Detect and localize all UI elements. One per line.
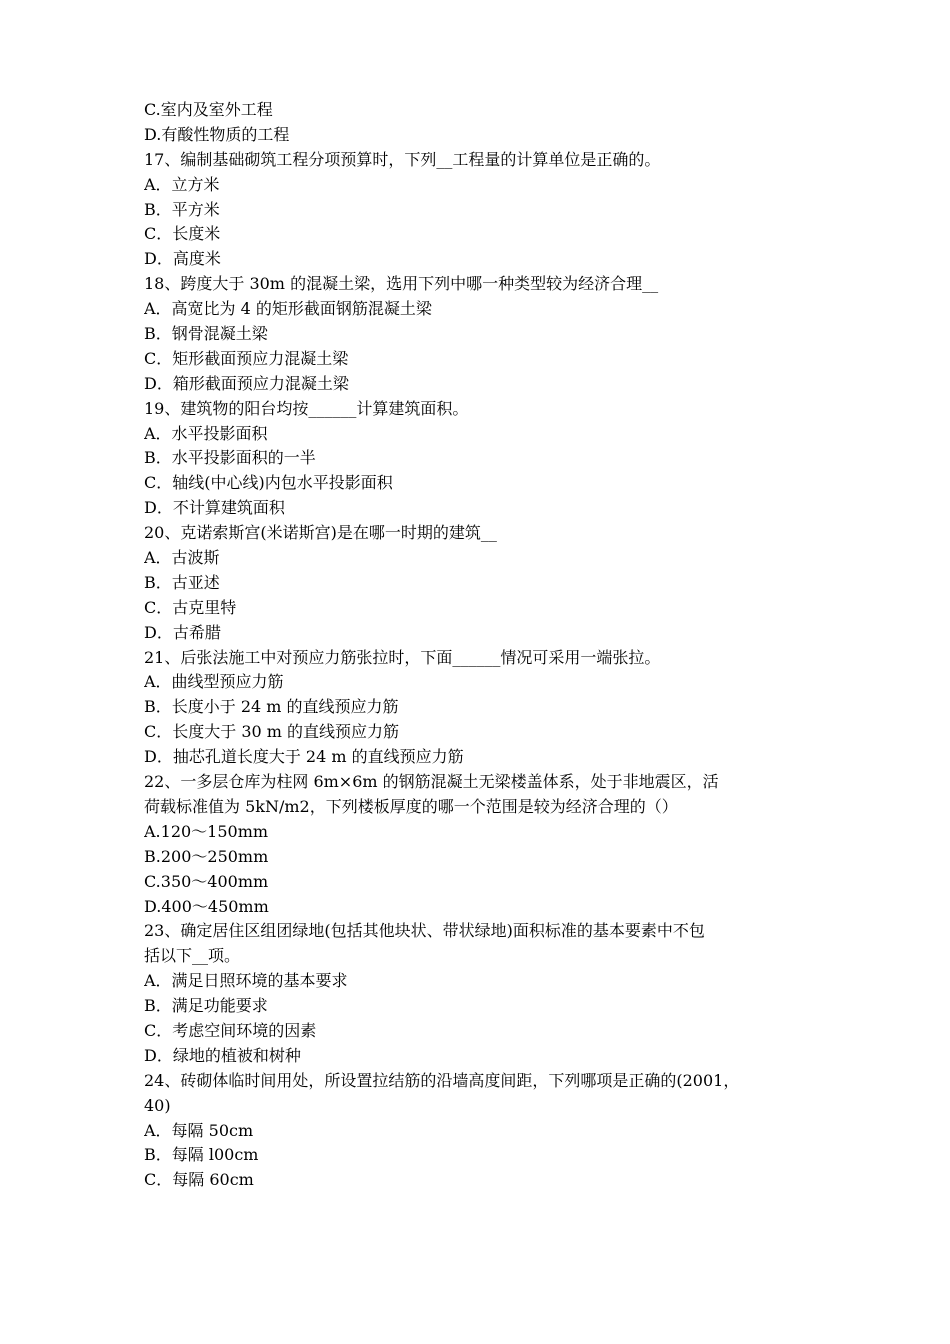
text-line: A.120～150mm: [144, 821, 269, 841]
text-line: D．不计算建筑面积: [144, 498, 285, 518]
text-line: B．长度小于 24 m 的直线预应力筋: [144, 697, 399, 717]
text-line: B．古亚述: [144, 572, 220, 592]
text-line: A．水平投影面积: [144, 423, 268, 443]
text-line: D.400～450mm: [144, 896, 269, 916]
text-line: 23、确定居住区组团绿地(包括其他块状、带状绿地)面积标准的基本要素中不包: [144, 921, 705, 941]
text-line: C.室内及室外工程: [144, 100, 273, 119]
text-line: A．立方米: [144, 174, 220, 194]
text-line: B．每隔 l00cm: [144, 1145, 259, 1165]
text-line: D.有酸性物质的工程: [144, 124, 290, 144]
text-line: 22、一多层仓库为柱网 6m×6m 的钢筋混凝土无梁楼盖体系，处于非地震区，活: [144, 772, 719, 792]
text-line: C．矩形截面预应力混凝土梁: [144, 348, 349, 368]
text-line: C．长度大于 30 m 的直线预应力筋: [144, 722, 400, 742]
text-line: B.200～250mm: [144, 846, 269, 866]
text-line: A．满足日照环境的基本要求: [144, 971, 348, 991]
text-line: A．每隔 50cm: [144, 1120, 254, 1140]
text-line: D．抽芯孔道长度大于 24 m 的直线预应力筋: [144, 747, 464, 767]
text-line: A．高宽比为 4 的矩形截面钢筋混凝土梁: [144, 299, 432, 319]
text-line: 40): [144, 1095, 171, 1115]
text-line: 17、编制基础砌筑工程分项预算时，下列__工程量的计算单位是正确的。: [144, 149, 661, 169]
text-line: D．高度米: [144, 249, 221, 269]
text-line: D．箱形截面预应力混凝土梁: [144, 373, 349, 393]
text-line: C．每隔 60cm: [144, 1170, 254, 1190]
text-line: 21、后张法施工中对预应力筋张拉时，下面______情况可采用一端张拉。: [144, 647, 661, 667]
text-line: B．满足功能要求: [144, 996, 268, 1016]
text-line: B．平方米: [144, 199, 220, 219]
text-line: C．长度米: [144, 224, 221, 244]
text-line: 24、砖砌体临时间用处，所设置拉结筋的沿墙高度间距，下列哪项是正确的(2001，: [144, 1070, 740, 1090]
text-line: A．古波斯: [144, 548, 220, 568]
text-line: B．水平投影面积的一半: [144, 448, 316, 468]
text-line: 括以下__项。: [144, 946, 241, 966]
text-line: B．钢骨混凝土梁: [144, 324, 268, 344]
text-line: 19、建筑物的阳台均按______计算建筑面积。: [144, 398, 469, 418]
text-line: 20、克诺索斯宫(米诺斯宫)是在哪一时期的建筑__: [144, 523, 497, 543]
text-line: D．古希腊: [144, 622, 221, 642]
text-line: 荷载标准值为 5kN/m2，下列楼板厚度的哪一个范围是较为经济合理的（）: [144, 796, 678, 816]
text-line: 18、跨度大于 30m 的混凝土梁，选用下列中哪一种类型较为经济合理__: [144, 274, 659, 294]
document-body: [144, 98, 809, 1193]
text-line: C.350～400mm: [144, 871, 269, 891]
text-line: D．绿地的植被和树种: [144, 1045, 301, 1065]
text-line: A．曲线型预应力筋: [144, 672, 284, 692]
text-line: C．古克里特: [144, 597, 237, 617]
text-line: C．轴线(中心线)内包水平投影面积: [144, 473, 393, 493]
text-line: C．考虑空间环境的因素: [144, 1020, 317, 1040]
